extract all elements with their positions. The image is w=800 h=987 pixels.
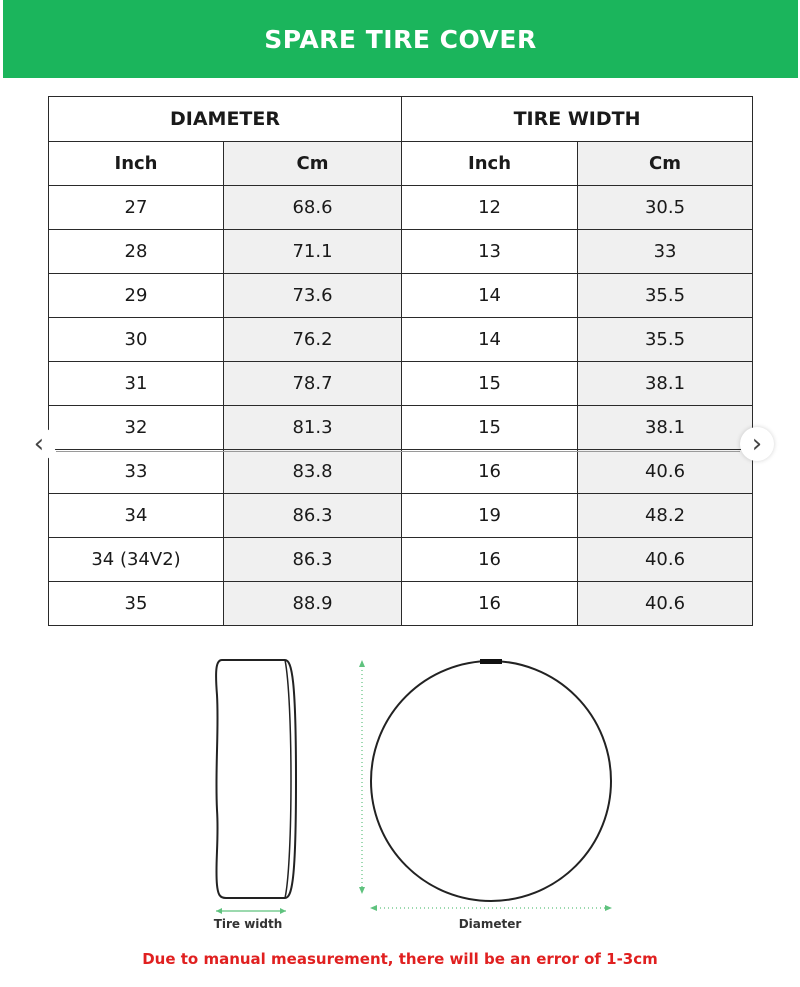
width-inch-cell: 16 <box>402 538 578 582</box>
diameter-inch-header: Inch <box>49 142 224 186</box>
width-cm-cell: 48.2 <box>578 494 753 538</box>
width-cm-cell: 33 <box>578 230 753 274</box>
width-inch-header: Inch <box>402 142 578 186</box>
width-inch-cell: 15 <box>402 362 578 406</box>
chevron-right-icon: › <box>751 429 763 459</box>
measurement-note: Due to manual measurement, there will be an error of 1-3cm <box>142 950 658 968</box>
diameter-arrow <box>370 905 612 911</box>
diameter-cm-cell: 86.3 <box>224 538 402 582</box>
tire-height-arrow <box>359 660 365 894</box>
diameter-cm-cell: 88.9 <box>224 582 402 626</box>
width-inch-cell: 14 <box>402 318 578 362</box>
diameter-inch-cell: 30 <box>49 318 224 362</box>
table-row <box>49 406 753 450</box>
header-banner <box>3 0 798 78</box>
width-inch-cell: 14 <box>402 274 578 318</box>
tire-width-group-header: TIRE WIDTH <box>402 97 753 142</box>
diameter-cm-cell: 73.6 <box>224 274 402 318</box>
tire-measurement-diagram <box>200 650 620 945</box>
valve-opening <box>480 659 502 664</box>
tire-front-view <box>371 659 611 901</box>
width-cm-cell: 38.1 <box>578 362 753 406</box>
width-cm-cell: 40.6 <box>578 582 753 626</box>
previous-image-button[interactable] <box>22 427 56 461</box>
diameter-cm-cell: 81.3 <box>224 406 402 450</box>
diameter-label: Diameter <box>458 917 522 931</box>
width-cm-cell: 30.5 <box>578 186 753 230</box>
diameter-inch-cell: 29 <box>49 274 224 318</box>
width-inch-cell: 15 <box>402 406 578 450</box>
table-row <box>49 230 753 274</box>
diameter-inch-cell: 27 <box>49 186 224 230</box>
table-row <box>49 274 753 318</box>
diameter-cm-cell: 83.8 <box>224 450 402 494</box>
carousel-divider <box>56 451 740 452</box>
width-cm-cell: 40.6 <box>578 450 753 494</box>
page-title: SPARE TIRE COVER <box>264 24 537 54</box>
diameter-inch-cell: 33 <box>49 450 224 494</box>
diameter-cm-cell: 76.2 <box>224 318 402 362</box>
diameter-cm-cell: 86.3 <box>224 494 402 538</box>
tire-side-view <box>216 660 296 898</box>
table-row <box>49 362 753 406</box>
table-row <box>49 582 753 626</box>
tire-width-arrow <box>216 908 286 914</box>
diameter-inch-cell: 31 <box>49 362 224 406</box>
width-cm-cell: 35.5 <box>578 274 753 318</box>
diameter-inch-cell: 32 <box>49 406 224 450</box>
tire-width-label: Tire width <box>213 917 283 931</box>
table-row <box>49 538 753 582</box>
next-image-button[interactable] <box>740 427 774 461</box>
table-row <box>49 318 753 362</box>
diameter-inch-cell: 28 <box>49 230 224 274</box>
width-inch-cell: 12 <box>402 186 578 230</box>
width-cm-cell: 35.5 <box>578 318 753 362</box>
width-inch-cell: 16 <box>402 582 578 626</box>
diameter-inch-cell: 34 <box>49 494 224 538</box>
table-group-header-row <box>49 97 753 142</box>
width-cm-cell: 40.6 <box>578 538 753 582</box>
diameter-inch-cell: 35 <box>49 582 224 626</box>
chevron-left-icon: ‹ <box>33 429 45 459</box>
width-inch-cell: 16 <box>402 450 578 494</box>
width-inch-cell: 13 <box>402 230 578 274</box>
table-row <box>49 450 753 494</box>
width-inch-cell: 19 <box>402 494 578 538</box>
width-cm-cell: 38.1 <box>578 406 753 450</box>
diameter-cm-cell: 68.6 <box>224 186 402 230</box>
size-chart-table <box>48 96 753 626</box>
table-sub-header-row <box>49 142 753 186</box>
diameter-group-header: DIAMETER <box>49 97 402 142</box>
diameter-cm-cell: 71.1 <box>224 230 402 274</box>
table-row <box>49 494 753 538</box>
diameter-inch-cell: 34 (34V2) <box>49 538 224 582</box>
diameter-cm-cell: 78.7 <box>224 362 402 406</box>
table-row <box>49 186 753 230</box>
width-cm-header: Cm <box>578 142 753 186</box>
diameter-cm-header: Cm <box>224 142 402 186</box>
